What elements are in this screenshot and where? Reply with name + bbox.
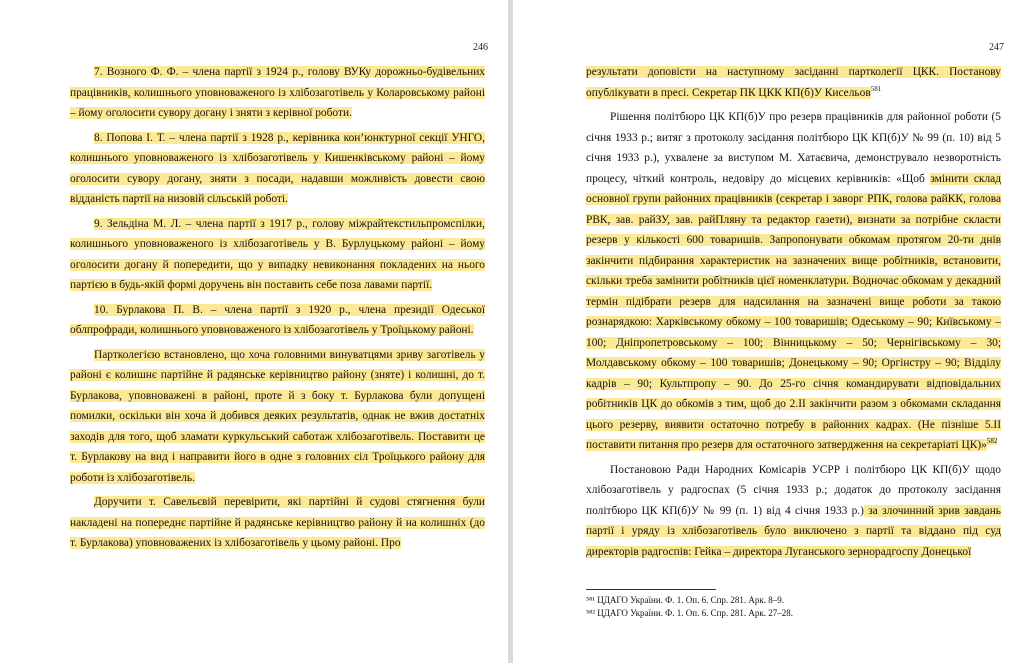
paragraph [70,214,485,296]
highlighted-text: 9. Зельдіна М. Л. – члена партії з 1917 р., голову міжрайтекстильпромспілки, колишнього уповноваженого із хлібозаготівель у В. Бурлуцькому районі – йому оголосити догану й попередити, що у випадку невиконання покладених на нього партією в будь-якій формі доручень він поставить себе поза лавами партії. [70,217,485,291]
highlighted-text: змінити склад основної групи районних працівників (секретар і заворг РПК, голова райКК, голова РВК, зав. райЗУ, зав. райПляну та редактор газети), визнати за потрібне скласти резерв у кількості 600 товаришів. Запропонувати обкомам протягом 20-ти днів закінчити підбирання характеристик на зазначених вище робітників, встановити, скільки треба замінити робітників цієї номенклатури. Водночас обкомам у декадний термін підібрати резерв для надсилання на зазначені вище роботи за такою рознарядкою: Харківському обкому – 100 товаришів; Одеському – 90; Київському – 100; Дніпропетровському – 100; Вінницькому – 50; Чернігівському – 30; Молдавському обкому – 100 товаришів; Донецькому – 90; Оргінстру – 90; Відділу кадрів – 90; Культпропу – 90. До 25-го січня командирувати відповідальних робітників ЦК до обкомів з тим, щоб до 2.II закінчити разом з обкомами складання цього резерву, виявити остаточно потребу в районних кадрах. (Не пізніше 5.II поставити питання про резерв для остаточного затвердження на секретаріаті ЦК)» [586,172,1001,451]
paragraph [70,492,485,554]
right-page [513,0,1024,663]
highlighted-text: Доручити т. Савельєвій перевірити, які партійні й судові стягнення були накладені на попереднє партійне й радянське керівництво району й на колишніх (до т. Бурлакова) уповноважених із хлібозаготівель у цьому районі. Про [70,496,485,549]
footnote: ⁵⁸² ЦДАГО України. Ф. 1. Оп. 6. Спр. 281. Арк. 27–28. [586,608,794,618]
highlighted-text: за злочинний зрив завдань партії і уряду із хлібозаготівель було виключено з партії та віддано під суд директорів радгоспів: Гейка – директора Луганського зернорадгоспу Донецької [586,504,1002,558]
paragraph [70,300,485,341]
highlighted-text: 8. Попова І. Т. – члена партії з 1928 р., керівника кон’юнктурної секції УНГО, колишнього уповноваженого із хлібозаготівель у Кишенківському районі – йому оголосити сувору догану, зняти з посади, надавши можливість довести свою відданість партії на низовій сільській роботі. [70,131,485,205]
left-page [0,0,508,663]
page-number: 247 [989,42,1004,53]
footnotes [586,594,1001,620]
highlighted-text: 7. Возного Ф. Ф. – члена партії з 1924 р., голову ВУКу дорожньо-будівельних працівників, колишнього уповноваженого із хлібозаготівель у Коларовському районі – йому оголосити сувору догану і зняти з керівної роботи. [70,66,485,119]
highlighted-text: 10. Бурлакова П. В. – члена партії з 1920 р., члена президії Одеської облпрофради, колишнього уповноваженого із хлібозаготівель у Троїцькому районі. [70,303,485,336]
page-body [70,62,485,558]
footnote-ref[interactable]: 582 [986,437,998,446]
paragraph [586,62,1001,103]
page-number: 246 [473,42,488,53]
paragraph-lead: Рішення політбюро ЦК КП(б)У про резерв працівників для районної роботи (5 січня 1933 р.; витяг з протоколу засідання політбюро ЦК КП(б)У № 99 (п. 10) від 5 січня 1933 р.), ухвалене за виступом М. Хатаєвича, демонструвало незворотність процесу, чіткий контроль, недовіру до місцевих керівників: «Щоб [586,111,1001,185]
highlighted-text: результати доповісти на наступному засіданні партколегії ЦКК. Постанову опублікувати в пресі. Секретар ПК ЦКК КП(б)У Кисельов [586,66,1001,99]
footnote: ⁵⁸¹ ЦДАГО України. Ф. 1. Оп. 6. Спр. 281. Арк. 8–9. [586,595,785,605]
paragraph-lead: Постановою Ради Народних Комісарів УСРР і політбюро ЦК КП(б)У щодо хлібозаготівель у радгоспах (5 січня 1933 р.; додаток до протоколу засідання політбюро ЦК КП(б)У № 99 (п. 1) від 4 січня 1933 р.) [586,463,1001,517]
footnote-ref[interactable]: 581 [870,84,882,93]
paragraph [70,128,485,210]
highlighted-text: Партколегією встановлено, що хоча головними винуватцями зриву заготівель у районі є колишнє партійне й радянське керівництво району (зняте) і колишні, до т. Бурлакова, уповноважені в районі, проте й з боку т. Бурлакова були допущені помилки, оскільки він хоча й добився деяких результатів, однак не вжив достатніх заходів для того, щоб зламати куркульський саботаж хлібозаготівель. Поставити це т. Бурлакову на вид і направити його в одне з головних сіл Троїцького району для роботи із хлібозаготівель. [70,348,485,484]
footnote-divider [586,589,716,590]
paragraph [70,62,485,124]
paragraph [586,460,1001,563]
paragraph [70,345,485,489]
page-body [586,62,1001,566]
paragraph [586,107,1001,456]
